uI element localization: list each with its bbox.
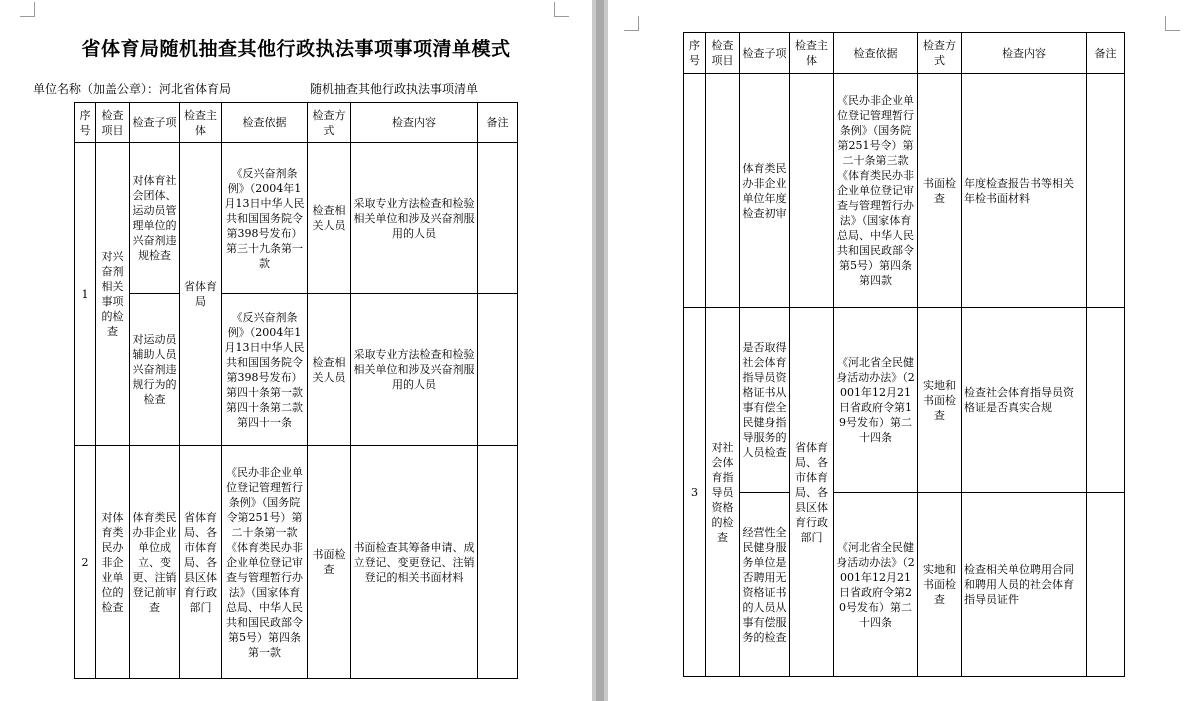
row-subitem: 经营性全民健身服务单位是否聘用无资格证书的人员从事有偿服务的检查 — [740, 493, 790, 677]
row-method: 实地和书面检查 — [918, 308, 962, 493]
row-seq: 2 — [75, 446, 96, 679]
inspection-table-left — [74, 102, 518, 679]
right-page — [608, 0, 1187, 701]
row-basis: 《反兴奋剂条例》（2004年1月13日中华人民共和国国务院令第398号发布）第三十九条第一款 — [222, 143, 308, 294]
header-item: 检查项目 — [706, 33, 740, 74]
row-item-cont — [706, 74, 740, 308]
row-basis: 《反兴奋剂条例》（2004年1月13日中华人民共和国国务院令第398号发布）第四十条第一款 第四十条第二款第四十一条 — [222, 294, 308, 446]
row-subitem: 对运动员辅助人员兴奋剂违规行为的检查 — [130, 294, 180, 446]
table-header-row — [684, 33, 1125, 74]
row-content: 检查社会体育指导员资格证是否真实合规 — [962, 308, 1087, 493]
table-row — [684, 493, 1125, 677]
table-row — [75, 294, 518, 446]
margin-corner-mark — [554, 2, 569, 17]
row-seq: 1 — [75, 143, 96, 446]
row-content: 采取专业方法检查和检验相关单位和涉及兴奋剂服用的人员 — [351, 294, 478, 446]
header-item: 检查项目 — [96, 103, 130, 143]
row-item: 对体育类民办非企业单位的检查 — [96, 446, 130, 679]
page-gutter — [592, 0, 608, 701]
table-header-row — [75, 103, 518, 143]
unit-name-label: 单位名称（加盖公章）：河北省体育局 — [33, 82, 232, 96]
row-content: 年度检查报告书等相关年检书面材料 — [962, 74, 1087, 308]
row-subject: 省体育局、各市体育局、各县区体育行政部门 — [790, 308, 834, 677]
row-content: 采取专业方法检查和检验相关单位和涉及兴奋剂服用的人员 — [351, 143, 478, 294]
row-remark — [1087, 74, 1125, 308]
table-row — [684, 74, 1125, 308]
row-basis: 《民办非企业单位登记管理暂行条例》（国务院令第251号）第二十条第一款《体育类民办非企业单位登记审查与管理暂行办法》（国家体育总局、中华人民共和国民政部令第5号）第四条第一款 — [222, 446, 308, 679]
row-remark — [478, 446, 518, 679]
row-seq: 3 — [684, 308, 706, 677]
row-subject-cont — [790, 74, 834, 308]
header-content: 检查内容 — [962, 33, 1087, 74]
row-basis: 《河北省全民健身活动办法》（2001年12月21日省政府令第20号发布）第二十四条 — [834, 493, 918, 677]
table-row — [75, 446, 518, 679]
document-title: 省体育局随机抽查其他行政执法事项事项清单模式 — [81, 38, 511, 60]
header-remark: 备注 — [478, 103, 518, 143]
row-method: 书面检查 — [918, 74, 962, 308]
header-seq: 序号 — [684, 33, 706, 74]
margin-corner-mark — [624, 16, 639, 31]
header-content: 检查内容 — [351, 103, 478, 143]
row-content: 书面检查其筹备申请、成立登记、变更登记、注销登记的相关书面材料 — [351, 446, 478, 679]
table-row — [75, 143, 518, 294]
row-method: 检查相关人员 — [308, 294, 351, 446]
row-remark — [478, 294, 518, 446]
row-item: 对社会体育指导员资格的检查 — [706, 308, 740, 677]
row-subitem: 体育类民办非企业单位年度检查初审 — [740, 74, 790, 308]
header-subject: 检查主体 — [180, 103, 222, 143]
inspection-table-right — [683, 32, 1125, 677]
row-subitem: 对体育社会团体、运动员管理单位的兴奋剂违规检查 — [130, 143, 180, 294]
header-basis: 检查依据 — [222, 103, 308, 143]
row-subitem: 是否取得社会体育指导员资格证书从事有偿全民健身指导服务的人员检查 — [740, 308, 790, 493]
row-subject: 省体育局 — [180, 143, 222, 446]
header-method: 检查方式 — [918, 33, 962, 74]
row-remark — [1087, 308, 1125, 493]
row-item: 对兴奋剂相关事项的检查 — [96, 143, 130, 446]
row-seq-cont — [684, 74, 706, 308]
header-method: 检查方式 — [308, 103, 351, 143]
table-row — [684, 308, 1125, 493]
row-basis: 《民办非企业单位登记管理暂行条例》（国务院第251号令）第二十条第三款《体育类民办非企业单位登记审查与管理暂行办法》（国家体育总局、中华人民共和国民政部令第5号）第四条第四款 — [834, 74, 918, 308]
header-basis: 检查依据 — [834, 33, 918, 74]
list-name-label: 随机抽查其他行政执法事项清单 — [310, 82, 479, 96]
margin-corner-mark — [20, 2, 35, 17]
row-basis: 《河北省全民健身活动办法》（2001年12月21日省政府令第19号发布）第二十四条 — [834, 308, 918, 493]
row-remark — [1087, 493, 1125, 677]
header-subitem: 检查子项 — [130, 103, 180, 143]
row-remark — [478, 143, 518, 294]
header-remark: 备注 — [1087, 33, 1125, 74]
row-subitem: 体育类民办非企业单位成立、变更、注销登记前审查 — [130, 446, 180, 679]
row-method: 检查相关人员 — [308, 143, 351, 294]
row-method: 实地和书面检查 — [918, 493, 962, 677]
left-page — [0, 0, 592, 701]
header-subject: 检查主体 — [790, 33, 834, 74]
row-content: 检查相关单位聘用合同和聘用人员的社会体育指导员证件 — [962, 493, 1087, 677]
header-seq: 序号 — [75, 103, 96, 143]
header-subitem: 检查子项 — [740, 33, 790, 74]
row-method: 书面检查 — [308, 446, 351, 679]
row-subject: 省体育局、各市体育局、各县区体育行政部门 — [180, 446, 222, 679]
margin-corner-mark — [1165, 16, 1180, 31]
